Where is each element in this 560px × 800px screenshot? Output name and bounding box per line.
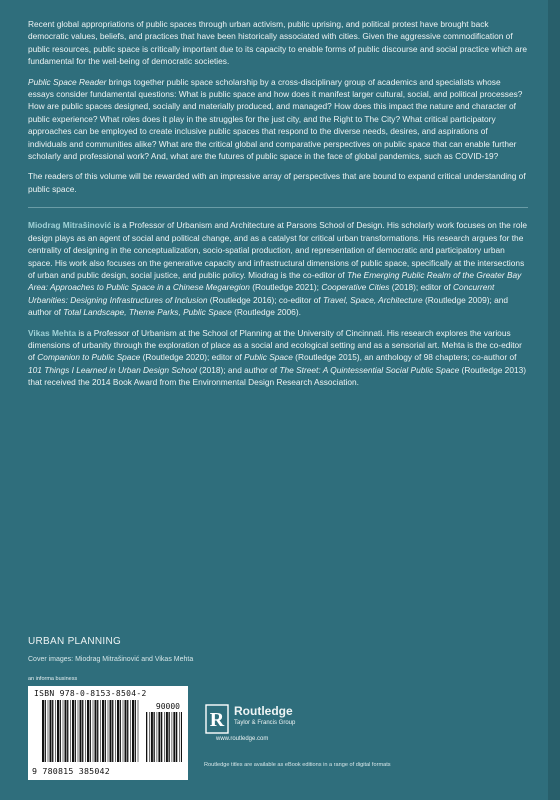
publisher-group: Taylor & Francis Group <box>234 720 296 726</box>
isbn-barcode <box>28 686 188 780</box>
informa-tagline: an informa business <box>28 676 78 682</box>
routledge-r-logo-icon <box>204 704 230 734</box>
description-paragraph-2: Public Space Reader brings together public space scholarship by a cross-disciplinary group of academics and specialists whose essays consider fundamental questions: What is public space and how does it manifest larger cultural, social, and political processes? How are public spaces designed, socially and materially produced, and managed? How does this impact the nature and character of public experience? What roles does it play in the struggles for the just city, and the Right to The City? What critical participatory approaches can be employed to create inclusive public spaces that respond to the diverse needs, desires, and aspirations of individuals and communities alike? What are the critical global and comparative perspectives on public space that can enable further scholarly and professional work? And, what are the futures of public space in the face of global pandemics, such as COVID-19? <box>28 76 523 162</box>
book-title: Public Space Reader <box>28 76 107 87</box>
author-bio-1: Miodrag Mitrašinović is a Professor of Urbanism and Architecture at Parsons School of Design. His scholarly work focuses on the role design plays as an agent of social and political change, and as a catalyst for critical urban transformations. His research argues for the centrality of designing in the conceptualization, socio-spatial production, and representation of democratic and participatory urban space. His work also focuses on the generative capacity and infrastructural dimensions of public space, specifically at the intersections of urban and public design, social justice, and public policy. Miodrag is the co-editor of The Emerging Public Realm of the Greater Bay Area: Approaches to Public Space in a Chinese Megaregion (Routledge 2021); Cooperative Cities (2018); editor of Concurrent Urbanities: Designing Infrastructures of Inclusion (Routledge 2016); co-editor of Travel, Space, Architecture (Routledge 2009); and author of Total Landscape, Theme Parks, Public Space (Routledge 2006). <box>28 220 527 318</box>
cover-text <box>28 18 528 397</box>
author-name-mitrasinovic: Miodrag Mitrašinović <box>28 220 112 231</box>
svg-text:R: R <box>209 709 225 731</box>
spine-strip <box>548 0 560 800</box>
isbn-text: ISBN 978-0-8153-8504-2 <box>34 689 147 698</box>
description-paragraph-1: Recent global appropriations of public spaces through urban activism, public uprising, and political protest have brought back democratic values, beliefs, and practices that have been historically associated with cities. Given the aggressive commodification of public resources, public space is critically important due to its capacity to enable forms of public discourse and social practice which are fundamental for the well-being of democratic societies. <box>28 19 528 67</box>
price-barcode-bars <box>146 712 182 762</box>
subject-category: URBAN PLANNING <box>28 636 122 647</box>
publisher-name: Routledge <box>234 704 293 718</box>
barcode-bars <box>42 700 140 762</box>
description-paragraph-3: The readers of this volume will be rewarded with an impressive array of perspectives that are bound to expand critical understanding of public space. <box>28 171 526 194</box>
barcode-number: 9 780815 385042 <box>32 766 110 776</box>
author-bio-2: Vikas Mehta is a Professor of Urbanism at the School of Planning at the University of Cincinnati. His research explores the various dimensions of urbanity through the exploration of place as a social and ecological setting and as a sensorial art. Mehta is the co-editor of Companion to Public Space (Routledge 2020); editor of Public Space (Routledge 2015), an anthology of 98 chapters; co-author of 101 Things I Learned in Urban Design School (2018); and author of The Street: A Quintessential Social Public Space (Routledge 2013) that received the 2014 Book Award from the Environmental Design Research Association. <box>28 327 527 388</box>
cover-credit: Cover images: Miodrag Mitrašinović and Vikas Mehta <box>28 656 194 663</box>
divider <box>28 207 528 208</box>
ebook-note: Routledge titles are available as eBook editions in a range of digital formats <box>204 762 391 768</box>
publisher-url: www.routledge.com <box>216 736 269 742</box>
price-code: 90000 <box>155 702 180 711</box>
author-name-mehta: Vikas Mehta <box>28 327 77 338</box>
